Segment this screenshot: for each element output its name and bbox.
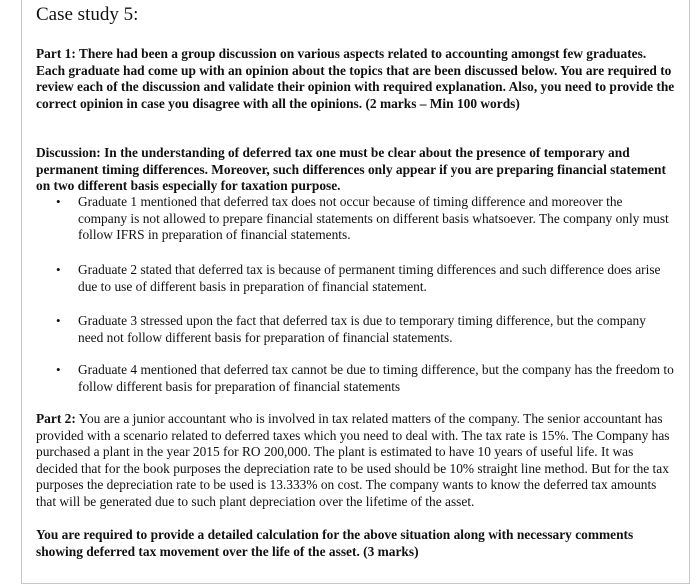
bullet-icon: • [56,313,61,328]
part2-requirement: You are required to provide a detailed calculation for the above situation along with necessary comments showing deferred tax movement over the life of the asset. (3 marks) [36,527,634,559]
graduate-4-opinion: Graduate 4 mentioned that deferred tax cannot be due to timing difference, but the company has the freedom to follow different basis for preparation of financial statements [78,362,674,394]
graduate-3-opinion: Graduate 3 stressed upon the fact that deferred tax is due to temporary timing difference, but the company need not follow different basis for preparation of financial statements. [78,313,646,345]
part2-scenario [36,411,676,511]
part1-instructions: Part 1: There had been a group discussion on various aspects related to accounting amongst few graduates. Each graduate had come up with an opinion about the topics that are been discussed below. You are required to review each of the discussion and validate their opinion with required explanation. Also, you need to provide the correct opinion in case you disagree with all the opinions. (2 marks – Min 100 words) [36,46,675,111]
graduate-1-opinion: Graduate 1 mentioned that deferred tax does not occur because of timing difference and moreover the company is not allowed to prepare financial statements on different basis whatsoever. The company only must follow IFRS in preparation of financial statements. [78,194,669,243]
bullet-icon: • [56,262,61,277]
graduate-2-opinion: Graduate 2 stated that deferred tax is because of permanent timing differences and such difference does arise due to use of different basis in preparation of financial statement. [78,262,661,294]
discussion-intro: Discussion: In the understanding of deferred tax one must be clear about the presence of temporary and permanent timing differences. Moreover, such differences only appear if you are preparing financial statement on two different basis especially for taxation purpose. [36,145,666,194]
bullet-icon: • [56,362,61,377]
bullet-icon: • [56,194,61,209]
part2-text: You are a junior accountant who is involved in tax related matters of the company. The senior accountant has provided with a scenario related to deferred taxes which you need to deal with. The tax rate is 15%. The Company has purchased a plant in the year 2015 for RO 200,000. The plant is estimated to have 10 years of useful life. It was decided that for the book purposes the depreciation rate to be used should be 10% straight line method. But for the tax purposes the depreciation rate to be used is 13.333% on cost. The company wants to know the deferred tax amounts that will be generated due to such plant depreciation over the lifetime of the asset. [36,411,670,509]
part2-label: Part 2: [36,411,76,426]
case-study-title: Case study 5: [36,4,139,25]
